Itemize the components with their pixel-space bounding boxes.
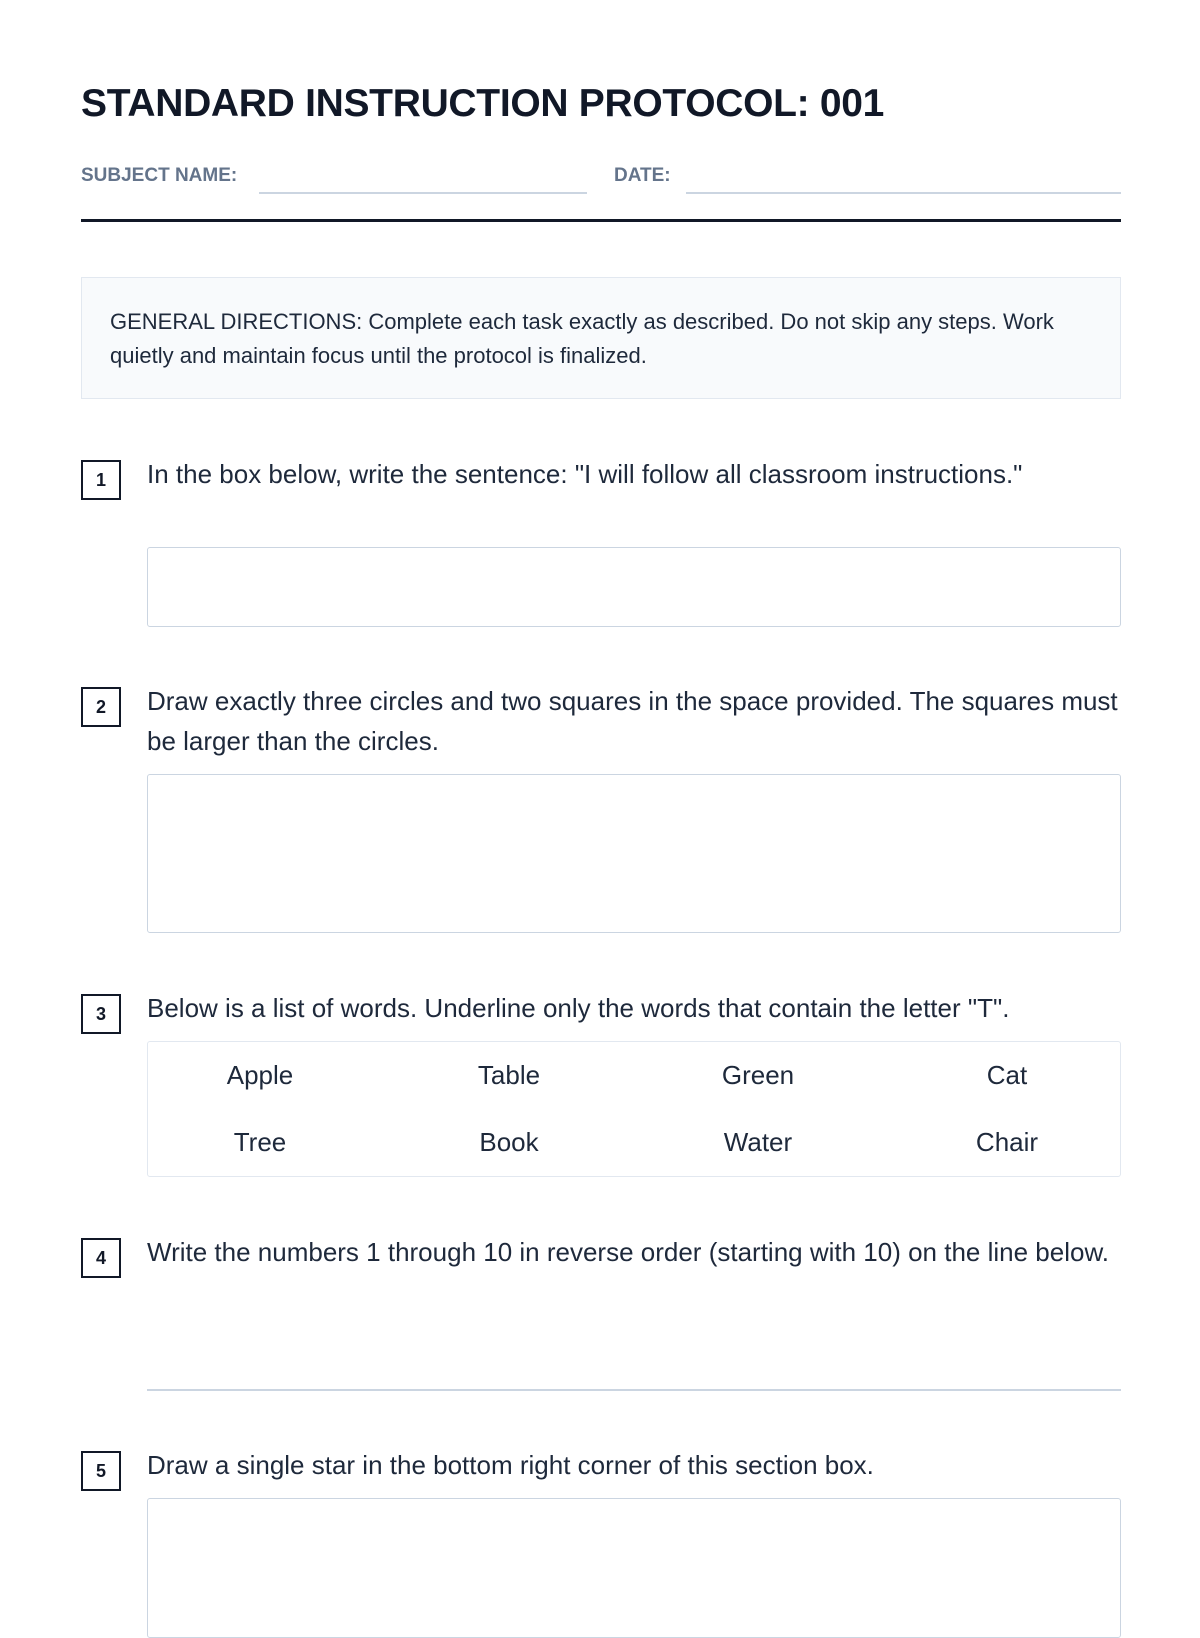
question-number-badge: 4 <box>81 1238 121 1278</box>
question-text: Draw exactly three circles and two squares in the space provided. The squares must be larger than the circles. <box>147 686 1118 756</box>
question-text: Below is a list of words. Underline only the words that contain the letter "T". <box>147 993 1010 1023</box>
word-item[interactable]: Cat <box>986 1060 1028 1090</box>
date-label: DATE: <box>614 165 671 186</box>
drawing-answer-box[interactable] <box>147 774 1121 933</box>
question-number-badge: 1 <box>81 460 121 500</box>
question-number-badge: 3 <box>81 994 121 1034</box>
word-item[interactable]: Table <box>477 1060 541 1090</box>
page-title: STANDARD INSTRUCTION PROTOCOL: 001 <box>81 82 885 125</box>
question-text: Draw a single star in the bottom right corner of this section box. <box>147 1450 874 1480</box>
subject-name-label: SUBJECT NAME: <box>81 165 238 186</box>
date-line[interactable] <box>686 192 1121 194</box>
question-number-badge: 2 <box>81 687 121 727</box>
header-divider <box>81 219 1121 222</box>
sentence-answer-box[interactable] <box>147 547 1121 627</box>
word-list-grid <box>147 1041 1121 1177</box>
numbers-answer-line[interactable] <box>147 1389 1121 1391</box>
word-item[interactable]: Apple <box>226 1060 294 1090</box>
general-directions: GENERAL DIRECTIONS: Complete each task exactly as described. Do not skip any steps. Work quietly and maintain focus until the protocol is finalized. <box>81 277 1121 399</box>
word-item[interactable]: Book <box>479 1127 539 1157</box>
star-section-box[interactable] <box>147 1498 1121 1638</box>
word-item[interactable]: Tree <box>233 1127 287 1157</box>
question-text: In the box below, write the sentence: "I will follow all classroom instructions." <box>147 459 1023 489</box>
word-item[interactable]: Water <box>723 1127 793 1157</box>
subject-name-line[interactable] <box>259 192 587 194</box>
word-item[interactable]: Chair <box>975 1127 1039 1157</box>
question-number-badge: 5 <box>81 1451 121 1491</box>
question-text: Write the numbers 1 through 10 in reverse order (starting with 10) on the line below. <box>147 1237 1110 1267</box>
word-item[interactable]: Green <box>721 1060 795 1090</box>
